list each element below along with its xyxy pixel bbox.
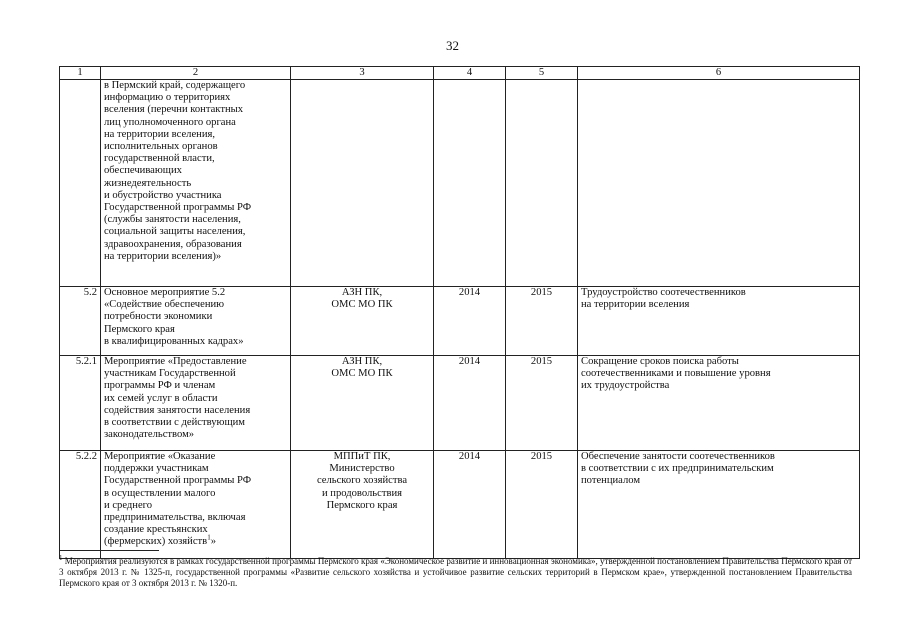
measure-name-line: в Пермский край, содержащего bbox=[104, 80, 246, 91]
measure-name-line: и среднего bbox=[104, 499, 153, 511]
expected-result bbox=[578, 287, 860, 356]
executor-line: сельского хозяйства bbox=[316, 475, 408, 487]
table-row bbox=[60, 356, 860, 451]
measure-name-line: исполнительных органов bbox=[104, 141, 218, 153]
end-year: 2015 bbox=[506, 356, 578, 451]
row-number-text: 5.2 bbox=[83, 287, 97, 298]
header-col-5: 5 bbox=[506, 67, 578, 80]
header-col-3: 3 bbox=[291, 67, 434, 80]
result-line: Трудоустройство соотечественников bbox=[581, 287, 746, 298]
measures-table bbox=[59, 66, 860, 559]
start-year: 2014 bbox=[434, 356, 506, 451]
measure-name-line: создание крестьянских bbox=[104, 524, 208, 536]
footnote-reference: 1 bbox=[207, 533, 211, 542]
start-year bbox=[434, 80, 506, 287]
result-line: в соответствии с их предпринимательским bbox=[581, 463, 774, 475]
executor-line: Пермского края bbox=[326, 499, 398, 511]
expected-result bbox=[578, 80, 860, 287]
footnote bbox=[59, 556, 852, 589]
measure-name-line: Мероприятие «Предоставление bbox=[104, 356, 247, 367]
measure-name-line: государственной власти, bbox=[104, 153, 215, 165]
row-number-text: 5.2.2 bbox=[75, 451, 97, 462]
measure-name bbox=[101, 451, 291, 559]
measure-name-line: Государственной программы РФ bbox=[104, 475, 252, 487]
footnote-divider bbox=[59, 550, 159, 551]
measure-name-line: жизнедеятельность bbox=[104, 177, 192, 189]
footnote-text: Мероприятия реализуются в рамках государственной программы Пермского края «Экономическое развитие и инновационная экономика», утвержденной постановлением Правительства Пермского края от 3 октября 2013 г. № 1325-п, государственной программы «Развитие сельского хозяйства и устойчивое развитие сельских территорий в Пермском крае», утвержденной постановлением Правительства Пермского края от 3 октября 2013 г. № 1320-п. bbox=[59, 556, 852, 588]
measure-name-line: программы РФ и членам bbox=[104, 380, 216, 392]
measure-name-line: предпринимательства, включая bbox=[104, 512, 246, 524]
page-number: 32 bbox=[446, 38, 459, 53]
table-row bbox=[60, 287, 860, 356]
table-row bbox=[60, 80, 860, 287]
measure-name-line bbox=[104, 533, 287, 548]
end-year bbox=[506, 80, 578, 287]
executor-line: Министерство bbox=[329, 463, 395, 475]
expected-result bbox=[578, 451, 860, 559]
measure-name-line: вселения (перечни контактных bbox=[104, 104, 244, 116]
measure-name-line: Государственной программы РФ bbox=[104, 202, 252, 214]
measure-name-line: (службы занятости населения, bbox=[104, 214, 241, 226]
result-line: потенциалом bbox=[581, 475, 641, 487]
header-col-4: 4 bbox=[434, 67, 506, 80]
end-year: 2015 bbox=[506, 287, 578, 356]
result-line: соотечественниками и повышение уровня bbox=[581, 368, 771, 380]
row-number bbox=[60, 287, 101, 356]
end-year: 2015 bbox=[506, 451, 578, 559]
executor bbox=[291, 451, 434, 559]
measure-name-line: участникам Государственной bbox=[104, 368, 236, 380]
header-col-2: 2 bbox=[101, 67, 291, 80]
start-year: 2014 bbox=[434, 451, 506, 559]
measure-name bbox=[101, 356, 291, 451]
result-line: Обеспечение занятости соотечественников bbox=[581, 451, 775, 462]
executor-line: АЗН ПК, bbox=[341, 287, 383, 298]
measure-name-line: «Содействие обеспечению bbox=[104, 299, 225, 311]
measure-name-line: поддержки участникам bbox=[104, 463, 209, 475]
result-line: их трудоустройства bbox=[581, 380, 670, 392]
footnote-marker: 1 bbox=[59, 554, 63, 562]
measure-name bbox=[101, 80, 291, 287]
measure-name-line: Мероприятие «Оказание bbox=[104, 451, 216, 462]
measure-name-line: обеспечивающих bbox=[104, 165, 182, 177]
executor-line: и продовольствия bbox=[321, 487, 403, 499]
measure-name-line: на территории вселения, bbox=[104, 128, 216, 140]
measure-name-line: на территории вселения)» bbox=[104, 250, 222, 262]
executor-line: АЗН ПК, bbox=[341, 356, 383, 367]
result-line: Сокращение сроков поиска работы bbox=[581, 356, 739, 367]
measure-name-line: в осуществлении малого bbox=[104, 487, 216, 499]
header-col-6: 6 bbox=[578, 67, 860, 80]
row-number-text: 5.2.1 bbox=[75, 356, 97, 367]
measure-name-line: их семей услуг в области bbox=[104, 392, 218, 404]
start-year: 2014 bbox=[434, 287, 506, 356]
header-col-1: 1 bbox=[60, 67, 101, 80]
measure-name-line: Основное мероприятие 5.2 bbox=[104, 287, 226, 298]
row-number bbox=[60, 80, 101, 287]
measure-name-line: информацию о территориях bbox=[104, 92, 231, 104]
executor bbox=[291, 80, 434, 287]
measure-name-line: здравоохранения, образования bbox=[104, 238, 242, 250]
measure-name-tail: » bbox=[210, 536, 216, 548]
row-number bbox=[60, 451, 101, 559]
measure-name-line: в квалифицированных кадрах» bbox=[104, 335, 244, 347]
measure-name bbox=[101, 287, 291, 356]
executor bbox=[291, 287, 434, 356]
executor-line: МППиТ ПК, bbox=[333, 451, 391, 462]
expected-result bbox=[578, 356, 860, 451]
measure-name-line: лиц уполномоченного органа bbox=[104, 116, 236, 128]
measure-name-line: в соответствии с действующим bbox=[104, 417, 245, 429]
executor-line: ОМС МО ПК bbox=[331, 368, 393, 380]
result-line: на территории вселения bbox=[581, 299, 690, 311]
measure-name-line: содействия занятости населения bbox=[104, 404, 251, 416]
executor-line: ОМС МО ПК bbox=[331, 299, 393, 311]
executor bbox=[291, 356, 434, 451]
table-row bbox=[60, 451, 860, 559]
measure-name-line: и обустройство участника bbox=[104, 189, 222, 201]
header-row bbox=[60, 67, 860, 80]
measure-name-line: Пермского края bbox=[104, 323, 175, 335]
measure-name-line-text: (фермерских) хозяйств bbox=[104, 536, 208, 548]
measure-name-line: законодательством» bbox=[104, 429, 195, 441]
row-number bbox=[60, 356, 101, 451]
measure-name-line: социальной защиты населения, bbox=[104, 226, 246, 238]
measure-name-line: потребности экономики bbox=[104, 311, 213, 323]
